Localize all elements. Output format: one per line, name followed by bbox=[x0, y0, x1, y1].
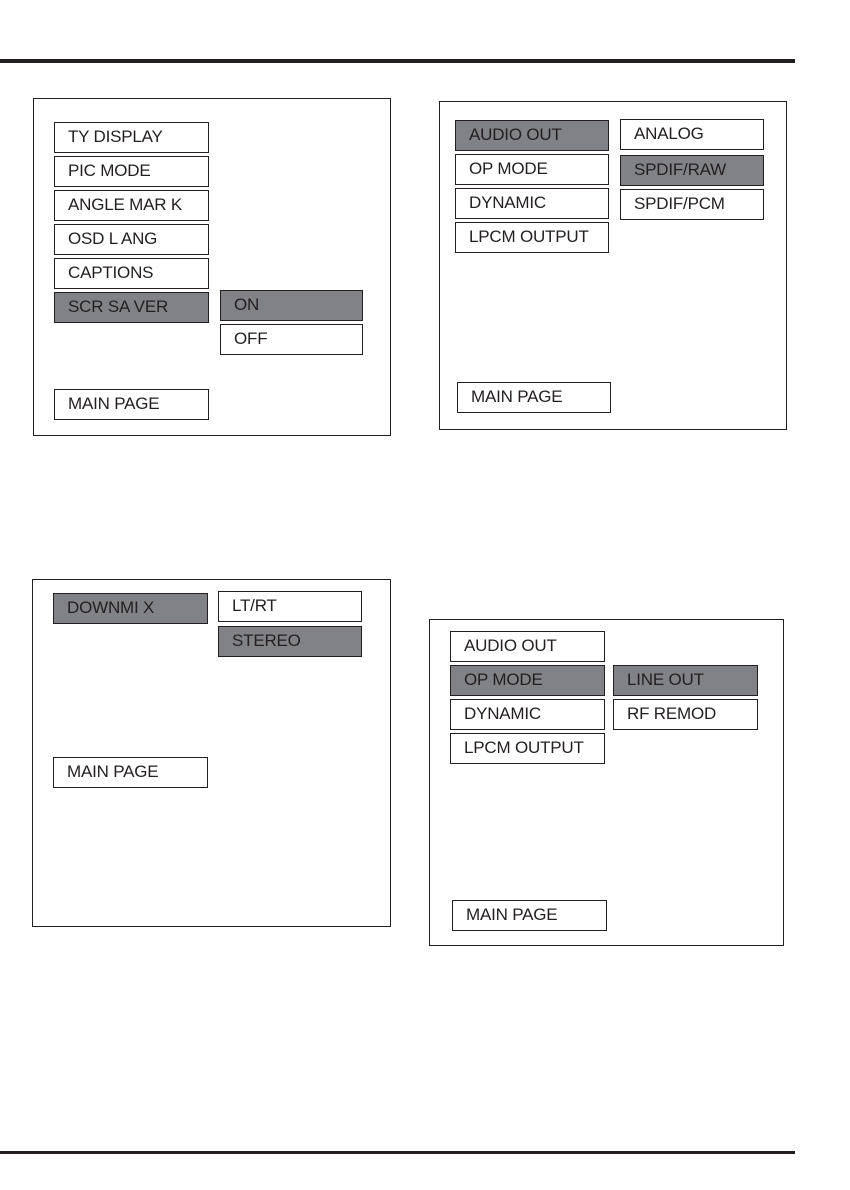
menu-item-downmix[interactable]: DOWNMI X bbox=[53, 593, 208, 624]
option-on[interactable]: ON bbox=[220, 290, 363, 321]
menu-item-audio-out[interactable]: AUDIO OUT bbox=[450, 631, 605, 662]
option-off[interactable]: OFF bbox=[220, 324, 363, 355]
menu-item-pic-mode[interactable]: PIC MODE bbox=[54, 156, 209, 187]
menu-item-lpcm-output[interactable]: LPCM OUTPUT bbox=[450, 733, 605, 764]
top-rule bbox=[0, 59, 795, 63]
option-analog[interactable]: ANALOG bbox=[620, 119, 764, 150]
main-page-button[interactable]: MAIN PAGE bbox=[53, 757, 208, 788]
option-stereo[interactable]: STEREO bbox=[218, 626, 362, 657]
menu-item-audio-out[interactable]: AUDIO OUT bbox=[455, 120, 609, 151]
downmix-panel bbox=[32, 579, 391, 927]
menu-item-lpcm-output[interactable]: LPCM OUTPUT bbox=[455, 222, 609, 253]
main-page-button[interactable]: MAIN PAGE bbox=[54, 389, 209, 420]
op-mode-panel bbox=[429, 619, 784, 946]
menu-item-angle-mark[interactable]: ANGLE MAR K bbox=[54, 190, 209, 221]
option-rf-remod[interactable]: RF REMOD bbox=[613, 699, 758, 730]
menu-item-dynamic[interactable]: DYNAMIC bbox=[455, 188, 609, 219]
menu-item-captions[interactable]: CAPTIONS bbox=[54, 258, 209, 289]
main-page-button[interactable]: MAIN PAGE bbox=[452, 900, 607, 931]
menu-item-op-mode[interactable]: OP MODE bbox=[455, 154, 609, 185]
menu-item-scr-saver[interactable]: SCR SA VER bbox=[54, 292, 209, 323]
main-page-button[interactable]: MAIN PAGE bbox=[457, 382, 611, 413]
display-setup-panel bbox=[33, 98, 391, 436]
option-lt-rt[interactable]: LT/RT bbox=[218, 591, 362, 622]
option-spdif-pcm[interactable]: SPDIF/PCM bbox=[620, 189, 764, 220]
menu-item-op-mode[interactable]: OP MODE bbox=[450, 665, 605, 696]
option-spdif-raw[interactable]: SPDIF/RAW bbox=[620, 155, 764, 186]
option-line-out[interactable]: LINE OUT bbox=[613, 665, 758, 696]
menu-item-dynamic[interactable]: DYNAMIC bbox=[450, 699, 605, 730]
menu-item-tv-display[interactable]: TY DISPLAY bbox=[54, 122, 209, 153]
bottom-rule bbox=[0, 1151, 795, 1154]
audio-out-panel bbox=[439, 101, 787, 430]
menu-item-osd-lang[interactable]: OSD L ANG bbox=[54, 224, 209, 255]
